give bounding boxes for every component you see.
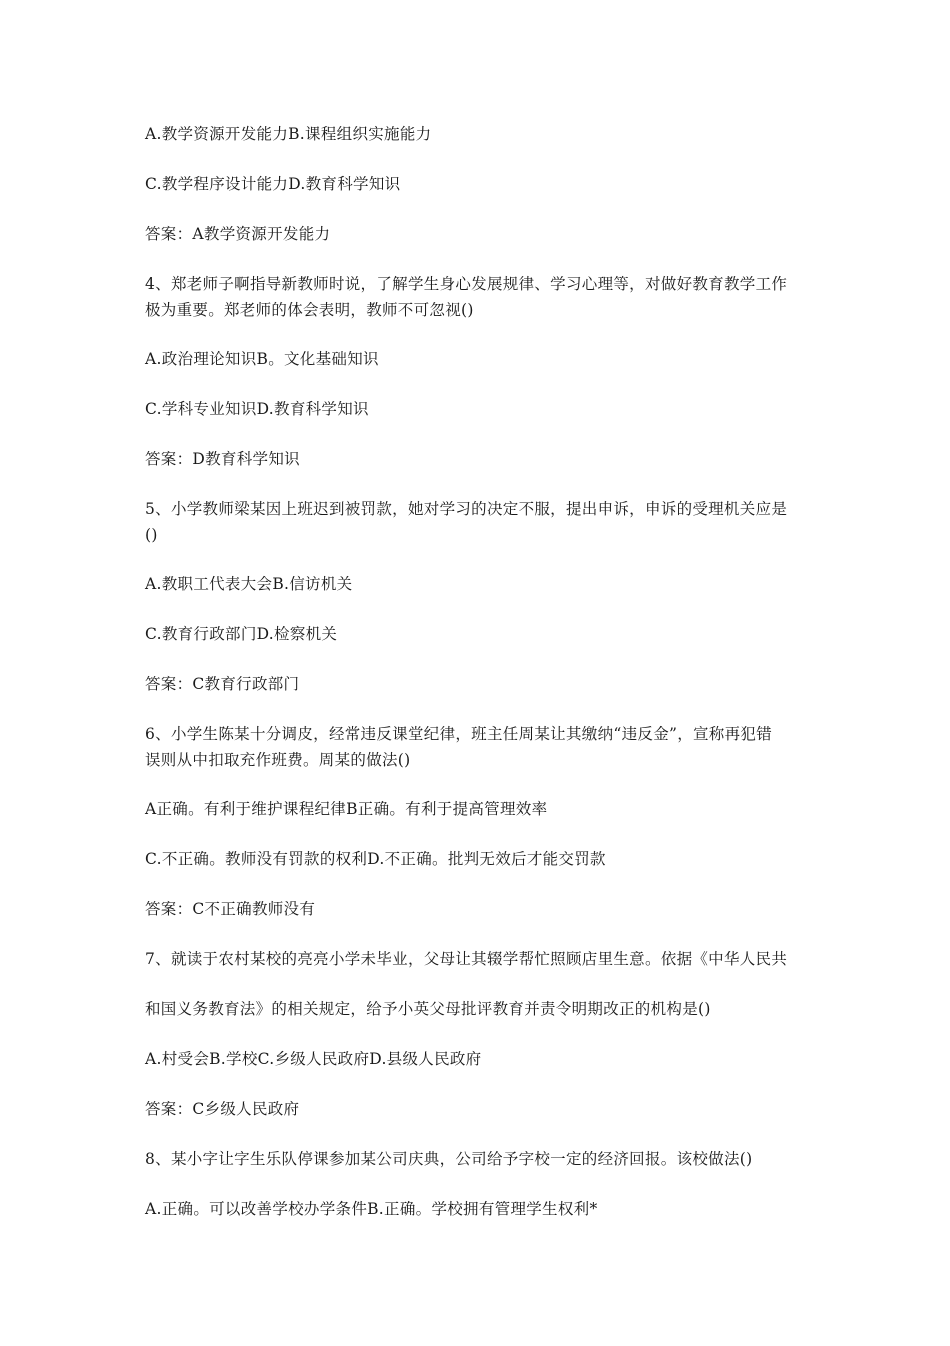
- option-line: A.村受会B.学校C.乡级人民政府D.县级人民政府: [145, 1050, 482, 1068]
- option-line: C.不正确。教师没有罚款的权利D.不正确。批判无效后才能交罚款: [145, 850, 606, 868]
- question-line: 误则从中扣取充作班费。周某的做法(): [145, 751, 411, 769]
- answer-line: 答案：A教学资源开发能力: [145, 225, 331, 243]
- question-line: 5、小学教师梁某因上班迟到被罚款，她对学习的决定不服，提出申诉，申诉的受理机关应是: [145, 500, 788, 518]
- option-line: A.教职工代表大会B.信访机关: [145, 575, 353, 593]
- option-line: A.教学资源开发能力B.课程组织实施能力: [145, 125, 432, 143]
- option-line: A正确。有利于维护课程纪律B正确。有利于提高管理效率: [145, 800, 548, 818]
- option-line: A.政治理论知识B。文化基础知识: [145, 350, 379, 368]
- question-line: 7、就读于农村某校的亮亮小学未毕业，父母让其辍学帮忙照顾店里生意。依据《中华人民共: [145, 950, 788, 968]
- answer-line: 答案：C不正确教师没有: [145, 900, 316, 918]
- question-line: 和国义务教育法》的相关规定，给予小英父母批评教育并责令明期改正的机构是(): [145, 1000, 711, 1018]
- answer-line: 答案：C教育行政部门: [145, 675, 300, 693]
- question-line: 8、某小字让字生乐队停课参加某公司庆典，公司给予字校一定的经济回报。该校做法(): [145, 1150, 753, 1168]
- question-line: 极为重要。郑老师的体会表明，教师不可忽视(): [145, 301, 474, 319]
- option-line: C.教学程序设计能力D.教育科学知识: [145, 175, 401, 193]
- answer-line: 答案：C乡级人民政府: [145, 1100, 300, 1118]
- option-line: C.学科专业知识D.教育科学知识: [145, 400, 369, 418]
- question-line: 6、小学生陈某十分调皮，经常违反课堂纪律，班主任周某让其缴纳“违反金”，宣称再犯错: [145, 725, 773, 743]
- question-line: (): [145, 526, 158, 544]
- option-line: C.教育行政部门D.检察机关: [145, 625, 338, 643]
- option-line: A.正确。可以改善学校办学条件B.正确。学校拥有管理学生权利*: [145, 1200, 598, 1218]
- answer-line: 答案：D教育科学知识: [145, 450, 300, 468]
- question-line: 4、郑老师子啊指导新教师时说，了解学生身心发展规律、学习心理等，对做好教育教学工作: [145, 275, 788, 293]
